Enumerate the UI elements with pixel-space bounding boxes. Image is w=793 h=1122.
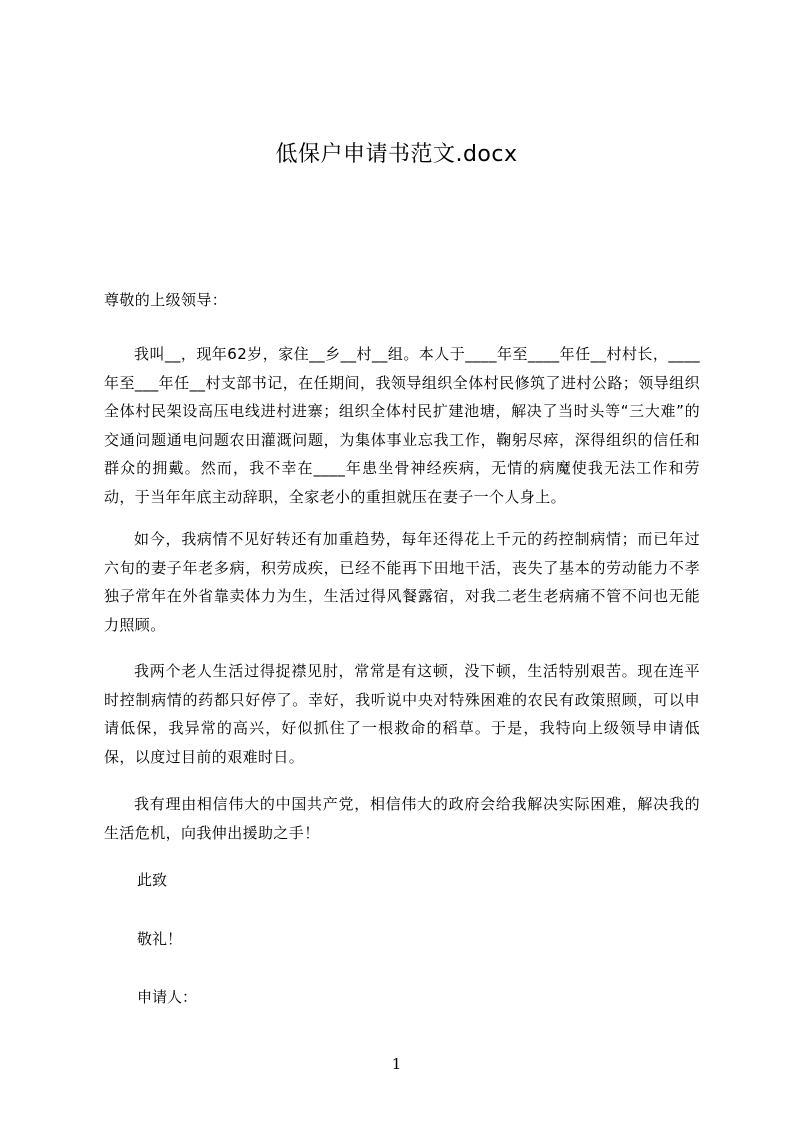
document-title: 低保户申请书范文.docx: [275, 142, 518, 167]
page-number: 1: [391, 1055, 402, 1073]
salutation: 尊敬的上级领导：: [104, 291, 228, 309]
applicant-label: 申请人：: [137, 988, 198, 1006]
closing-greeting: 此致: [137, 871, 168, 889]
paragraph-2: 如今，我病情不见好转还有加重趋势，每年还得花上千元的药控制病情；而已年过六旬的妻子年老多病，积劳成疾，已经不能再下田地干活，丧失了基本的劳动能力不孝独子常年在外省靠卖体力为生，生活过得风餐露宿，对我二老生老病痛不管不问也无能力照顾。: [104, 530, 700, 634]
paragraph-1: 我叫__，现年62岁，家住__乡__村__组。本人于____年至____年任__村村长，____年至___年任__村支部书记，在任期间，我领导组织全体村民修筑了进村公路；领导组织全体村民架设高压电线进村进寨；组织全体村民扩建池塘，解决了当时头等“三大难”的交通问题通电问题农田灌溉问题，为集体事业忘我工作，鞠躬尽瘁，深得组织的信任和群众的拥戴。然而，我不幸在____年患坐骨神经疾病，无情的病魔使我无法工作和劳动，于当年年底主动辞职，全家老小的重担就压在妻子一个人身上。: [104, 345, 700, 506]
paragraph-3: 我两个老人生活过得捉襟见肘，常常是有这顿，没下顿，生活特别艰苦。现在连平时控制病情的药都只好停了。幸好，我听说中央对特殊困难的农民有政策照顾，可以申请低保，我异常的高兴，好似抓住了一根救命的稻草。于是，我特向上级领导申请低保，以度过目前的艰难时日。: [104, 662, 700, 766]
paragraph-4: 我有理由相信伟大的中国共产党，相信伟大的政府会给我解决实际困难，解决我的生活危机，向我伸出援助之手！: [104, 795, 700, 842]
closing-salute: 敬礼！: [137, 930, 183, 948]
